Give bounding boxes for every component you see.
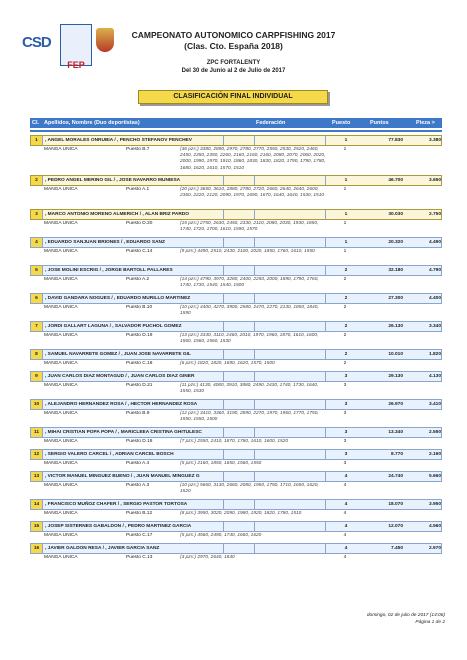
federation-cell	[223, 238, 255, 247]
points-value: 8.770	[390, 452, 403, 457]
competitor-names: , PEDRO ANGEL MERINO GIL / , JOSE NAVARRO MUNIESA	[45, 178, 181, 183]
place-value: 4	[344, 524, 348, 529]
round-label: MANGA UNICA	[44, 277, 78, 282]
round-label: MANGA UNICA	[44, 383, 78, 388]
round-label: MANGA UNICA	[44, 533, 78, 538]
federation-cell-wide	[253, 350, 326, 359]
round-detail-row	[30, 304, 442, 318]
list-item	[30, 521, 442, 540]
col-place: Puesto	[332, 120, 351, 126]
list-item	[30, 135, 442, 172]
federation-cell	[223, 500, 255, 509]
competitor-row	[30, 321, 442, 332]
round-place: 1	[343, 221, 347, 226]
round-detail-row	[30, 510, 442, 518]
round-detail-row	[30, 332, 442, 346]
round-label: MANGA UNICA	[44, 147, 78, 152]
pieces-value: 3.650	[428, 178, 441, 183]
federation-cell-wide	[253, 544, 326, 553]
catch-weights: (6 pzs:) 1820, 1820, 1690, 1620, 1570, 1500	[180, 361, 275, 366]
round-place: 3	[343, 439, 347, 444]
competitor-names: , SAMUEL NAVARRETE GOMEZ / , JUAN JOSE NAVARRETE GIL	[45, 352, 191, 357]
points-value: 30.030	[388, 212, 403, 217]
peg-label: Puesto A.2	[126, 277, 150, 282]
page-subtitle: (Clas. Cto. España 2018)	[184, 41, 283, 51]
list-item	[30, 399, 442, 424]
round-label: MANGA UNICA	[44, 249, 78, 254]
federation-cell	[223, 210, 255, 219]
federation-cell-wide	[253, 372, 326, 381]
pieces-value: 4.490	[428, 240, 441, 245]
competitor-names: , JORDI GALLART LAGUNA / , SALVADOR PUCHOL GOMEZ	[45, 324, 182, 329]
rank-badge: 6	[31, 294, 43, 303]
peg-label: Puesto C.17	[126, 533, 153, 538]
print-timestamp: domingo, 02 de julio de 2017 (14:06)	[366, 613, 445, 618]
competitor-names: , JUAN CARLOS DIAZ MONTAGUD / , JUAN CARLOS DIAZ GINER	[45, 374, 195, 379]
list-item	[30, 427, 442, 446]
list-item	[30, 321, 442, 346]
catch-weights: (13 pzs:) 3340, 3110, 2460, 2010, 1970, 1960, 1870, 1610, 1600, 1560, 1560, 1560, 1530	[180, 333, 319, 345]
list-item	[30, 349, 442, 368]
round-detail-row	[30, 438, 442, 446]
col-points: Puntos	[370, 120, 389, 126]
points-value: 27.300	[388, 296, 403, 301]
federation-cell-wide	[253, 210, 326, 219]
fep-logo: FEP	[67, 60, 85, 70]
federation-cell-wide	[253, 176, 326, 185]
round-place: 1	[343, 187, 347, 192]
federation-cell	[223, 400, 255, 409]
federation-cell	[223, 322, 255, 331]
federation-cell	[223, 450, 255, 459]
round-detail-row	[30, 382, 442, 396]
federation-cell	[223, 472, 255, 481]
federation-cell	[223, 428, 255, 437]
list-item	[30, 237, 442, 262]
competitor-row	[30, 371, 442, 382]
pieces-value: 3.410	[428, 402, 441, 407]
competitor-names: , DAVID GANDARA NOGUES / , EDUARDO MURILLO MARTINEZ	[45, 296, 191, 301]
competitor-row	[30, 449, 442, 460]
round-place: 2	[343, 277, 347, 282]
federation-cell-wide	[253, 238, 326, 247]
catch-weights: (7 pzs:) 2550, 2410, 1870, 1780, 1610, 1600, 1520	[180, 439, 289, 444]
place-value: 2	[344, 324, 348, 329]
federation-cell-wide	[253, 136, 326, 145]
header-divider	[30, 130, 442, 132]
list-item	[30, 543, 442, 562]
round-detail-row	[30, 276, 442, 290]
place-value: 4	[344, 546, 348, 551]
round-detail-row	[30, 532, 442, 540]
col-cl: Cl.	[32, 120, 40, 126]
list-item	[30, 449, 442, 468]
place-value: 4	[344, 502, 348, 507]
place-value: 3	[344, 430, 348, 435]
peg-label: Puesto D.19	[126, 333, 153, 338]
peg-label: Puesto A.1	[126, 187, 150, 192]
competitor-names: , MARCO ANTONIO MORENO ALMERICH / , ALAN BRIZ PARDO	[45, 212, 189, 217]
round-label: MANGA UNICA	[44, 461, 78, 466]
catch-weights: (20 pzs:) 3650, 3610, 2880, 2780, 2720, 2660, 2640, 2640, 2600, 2360, 2220, 2120, 2090, 1970, 1690, 1670, 1640, 1640, 1530, 1510	[180, 187, 325, 199]
peg-label: Puesto B.9	[126, 411, 150, 416]
list-item	[30, 175, 442, 206]
round-label: MANGA UNICA	[44, 411, 78, 416]
catch-weights: (12 pzs:) 3410, 3360, 3190, 2890, 2270, 1970, 1960, 1770, 1750, 1550, 1550, 1500	[180, 411, 319, 423]
place-value: 1	[344, 178, 348, 183]
peg-label: Puesto A.3	[126, 483, 150, 488]
csd-logo: CSD	[22, 34, 51, 51]
competitor-names: , JOSEP SISTERNES GABALDON / , PEDRO MARTINEZ GARCIA	[45, 524, 192, 529]
competitor-names: , JAVIER GALDON RESA / , JAVIER GARCIA SANZ	[45, 546, 160, 551]
points-value: 32.180	[388, 268, 403, 273]
catch-weights: (5 pzs:) 2160, 1850, 1650, 1560, 1550	[180, 461, 262, 466]
results-table	[30, 118, 442, 562]
round-detail-row	[30, 360, 442, 368]
federation-cell-wide	[253, 500, 326, 509]
rank-badge: 3	[31, 210, 43, 219]
round-label: MANGA UNICA	[44, 333, 78, 338]
competitor-names: , ANGEL MORALES ONRUBIA / , PENCHO STEFANOV PENCHEV	[45, 138, 192, 143]
rank-badge: 5	[31, 266, 43, 275]
federation-cell-wide	[253, 450, 326, 459]
round-detail-row	[30, 554, 442, 562]
venue: ZPC FORTALENTY	[206, 60, 261, 66]
points-value: 26.970	[388, 402, 403, 407]
pieces-value: 4.400	[428, 296, 441, 301]
competitor-names: , EDUARDO SANJUAN BRIONES / , EDUARDO SANZ	[45, 240, 165, 245]
catch-weights: (36 pzs:) 3380, 2890, 2970, 2780, 2770, 2550, 2530, 2520, 2460, 2450, 2350, 2350, 2260, 2160, 2160, 2160, 2080, 2070, 2060, 2020, 2000, 1990, 1970, 1910, 1860, 1830, 1830, 1820, 1790, 1790, 1780, 1680, 1620, 1610, 1570, 1510	[180, 147, 326, 171]
round-detail-row	[30, 220, 442, 234]
competitor-names: , ALEJANDRO HERNANDEZ ROSA / , HECTOR HERNANDEZ ROSA	[45, 402, 198, 407]
competitor-names: , FRANCISCO MUÑOZ CHAFER / , SERGIO PASTOR TORTOSA	[45, 502, 188, 507]
competitor-names: , MIHAI CRISTIAN POPA POPA / , MARICLEEA CRISTINA GHITULESC	[45, 430, 202, 435]
competitor-row	[30, 427, 442, 438]
place-value: 1	[344, 138, 348, 143]
round-place: 4	[343, 555, 347, 560]
points-value: 26.130	[388, 324, 403, 329]
points-value: 7.450	[390, 546, 403, 551]
federation-cell	[223, 372, 255, 381]
round-place: 4	[343, 511, 347, 516]
points-value: 24.740	[388, 474, 403, 479]
pieces-value: 2.550	[428, 430, 441, 435]
rank-badge: 9	[31, 372, 43, 381]
federation-cell	[223, 522, 255, 531]
federation-cell-wide	[253, 266, 326, 275]
pieces-value: 2.750	[428, 212, 441, 217]
list-item	[30, 209, 442, 234]
round-place: 3	[343, 411, 347, 416]
round-place: 1	[343, 249, 347, 254]
col-federation: Federación	[256, 120, 286, 126]
rank-badge: 8	[31, 350, 43, 359]
peg-label: Puesto D.21	[126, 383, 153, 388]
peg-label: Puesto D.20	[126, 221, 153, 226]
federation-cell	[223, 176, 255, 185]
federation-cell	[223, 136, 255, 145]
round-place: 4	[343, 483, 347, 488]
round-place: 3	[343, 383, 347, 388]
catch-weights: (14 pzs:) 4790, 3970, 3280, 2400, 2250, 2000, 1890, 1790, 1760, 1740, 1730, 1540, 1540, 1500	[180, 277, 319, 289]
federation-cell	[223, 544, 255, 553]
peg-label: Puesto B.10	[126, 305, 153, 310]
points-value: 10.010	[388, 352, 403, 357]
list-item	[30, 499, 442, 518]
federation-cell-wide	[253, 322, 326, 331]
competitor-row	[30, 471, 442, 482]
competitor-row	[30, 135, 442, 146]
rank-badge: 11	[31, 428, 43, 437]
place-value: 3	[344, 402, 348, 407]
round-detail-row	[30, 146, 442, 172]
competitor-row	[30, 543, 442, 554]
pieces-value: 4.790	[428, 268, 441, 273]
pieces-value: 3.950	[428, 502, 441, 507]
round-place: 4	[343, 533, 347, 538]
competitor-row	[30, 293, 442, 304]
place-value: 1	[344, 240, 348, 245]
rank-badge: 13	[31, 472, 43, 481]
round-detail-row	[30, 410, 442, 424]
competitor-row	[30, 349, 442, 360]
page-title: CAMPEONATO AUTONOMICO CARPFISHING 2017	[131, 30, 336, 40]
catch-weights: (10 pzs:) 5660, 3130, 2660, 2080, 1950, 1750, 1710, 1650, 1620, 1520	[180, 483, 319, 495]
place-value: 2	[344, 296, 348, 301]
place-value: 3	[344, 374, 348, 379]
round-label: MANGA UNICA	[44, 439, 78, 444]
list-item	[30, 293, 442, 318]
competitor-row	[30, 399, 442, 410]
round-detail-row	[30, 482, 442, 496]
round-label: MANGA UNICA	[44, 221, 78, 226]
federation-cell-wide	[253, 400, 326, 409]
points-value: 77.830	[388, 138, 403, 143]
federation-cell-wide	[253, 428, 326, 437]
place-value: 4	[344, 474, 348, 479]
event-dates: Del 30 de Junio al 2 de Julio de 2017	[181, 68, 286, 74]
pieces-value: 2.160	[428, 452, 441, 457]
col-names: Apellidos, Nombre (Duo deportistas)	[44, 120, 140, 126]
place-value: 3	[344, 452, 348, 457]
points-value: 29.130	[388, 374, 403, 379]
rank-badge: 12	[31, 450, 43, 459]
peg-label: Puesto D.18	[126, 439, 153, 444]
rank-badge: 4	[31, 238, 43, 247]
rank-badge: 1	[31, 136, 43, 145]
list-item	[30, 471, 442, 496]
peg-label: Puesto B.12	[126, 511, 153, 516]
pieces-value: 5.660	[428, 474, 441, 479]
round-place: 2	[343, 305, 347, 310]
round-place: 2	[343, 333, 347, 338]
page-number: Página 1 de 2	[415, 620, 445, 625]
peg-label: Puesto C.13	[126, 555, 153, 560]
competitor-row	[30, 521, 442, 532]
catch-weights: (11 pzs:) 4130, 4080, 3910, 3880, 2490, 2430, 1740, 1730, 1640, 1550, 1530	[180, 383, 319, 395]
round-label: MANGA UNICA	[44, 511, 78, 516]
pieces-value: 4.130	[428, 374, 441, 379]
round-label: MANGA UNICA	[44, 555, 78, 560]
table-header	[30, 118, 442, 128]
competitor-names: , SERGIO VALERO CARCEL / , ADRIAN CARCEL BOSCH	[45, 452, 174, 457]
peg-label: Puesto A.4	[126, 461, 150, 466]
catch-weights: (8 pzs:) 3950, 3020, 2090, 1980, 1920, 1820, 1780, 1510	[180, 511, 302, 516]
competitor-row	[30, 237, 442, 248]
competitor-row	[30, 209, 442, 220]
federation-cell	[223, 350, 255, 359]
round-detail-row	[30, 248, 442, 262]
pieces-value: 1.820	[428, 352, 441, 357]
round-detail-row	[30, 460, 442, 468]
competitor-names: , JOSE MOLINI ESCRIG / , JORGE BARTOLL PALLARES	[45, 268, 173, 273]
peg-label: Puesto C.18	[126, 361, 153, 366]
col-pieces: Pieza >	[416, 120, 435, 126]
entries-list	[30, 135, 442, 562]
federation-cell-wide	[253, 294, 326, 303]
rank-badge: 14	[31, 500, 43, 509]
peg-label: Puesto B.7	[126, 147, 150, 152]
round-label: MANGA UNICA	[44, 361, 78, 366]
round-label: MANGA UNICA	[44, 305, 78, 310]
federation-cell	[223, 266, 255, 275]
round-label: MANGA UNICA	[44, 483, 78, 488]
competitor-names: , VICTOR MANUEL MINGUEZ BUENO / , JUAN MANUEL MINGUEZ G	[45, 474, 200, 479]
rank-badge: 2	[31, 176, 43, 185]
pieces-value: 4.560	[428, 524, 441, 529]
points-value: 46.700	[388, 178, 403, 183]
round-place: 3	[343, 461, 347, 466]
place-value: 2	[344, 268, 348, 273]
points-value: 20.320	[388, 240, 403, 245]
round-place: 2	[343, 361, 347, 366]
federation-cell-wide	[253, 472, 326, 481]
catch-weights: (3 pzs:) 2970, 2640, 1840	[180, 555, 235, 560]
place-value: 1	[344, 212, 348, 217]
points-value: 18.070	[388, 502, 403, 507]
page-footer	[367, 612, 445, 626]
federation-cell-wide	[253, 522, 326, 531]
catch-weights: (15 pzs:) 2750, 2630, 2450, 2330, 2110, 2080, 2030, 1930, 1850, 1740, 1720, 1700, 1610, 1590, 1570	[180, 221, 319, 233]
pieces-value: 3.340	[428, 324, 441, 329]
list-item	[30, 265, 442, 290]
catch-weights: (9 pzs:) 4490, 2510, 2430, 2100, 2020, 1850, 1760, 1610, 1550	[180, 249, 315, 254]
rank-badge: 7	[31, 322, 43, 331]
points-value: 12.070	[388, 524, 403, 529]
round-detail-row	[30, 186, 442, 206]
competitor-row	[30, 265, 442, 276]
pieces-value: 3.380	[428, 138, 441, 143]
rank-badge: 15	[31, 522, 43, 531]
peg-label: Puesto C.14	[126, 249, 153, 254]
round-place: 1	[343, 147, 347, 152]
catch-weights: (5 pzs:) 4560, 2490, 1740, 1660, 1620	[180, 533, 262, 538]
competitor-row	[30, 175, 442, 186]
competitor-row	[30, 499, 442, 510]
list-item	[30, 371, 442, 396]
rank-badge: 10	[31, 400, 43, 409]
classification-banner: CLASIFICACIÓN FINAL INDIVIDUAL	[138, 90, 328, 104]
federation-cell	[223, 294, 255, 303]
rank-badge: 16	[31, 544, 43, 553]
points-value: 13.340	[388, 430, 403, 435]
round-label: MANGA UNICA	[44, 187, 78, 192]
place-value: 2	[344, 352, 348, 357]
catch-weights: (10 pzs:) 4400, 4270, 3900, 2580, 2470, 2270, 2130, 1850, 1840, 1590	[180, 305, 319, 317]
pieces-value: 2.970	[428, 546, 441, 551]
